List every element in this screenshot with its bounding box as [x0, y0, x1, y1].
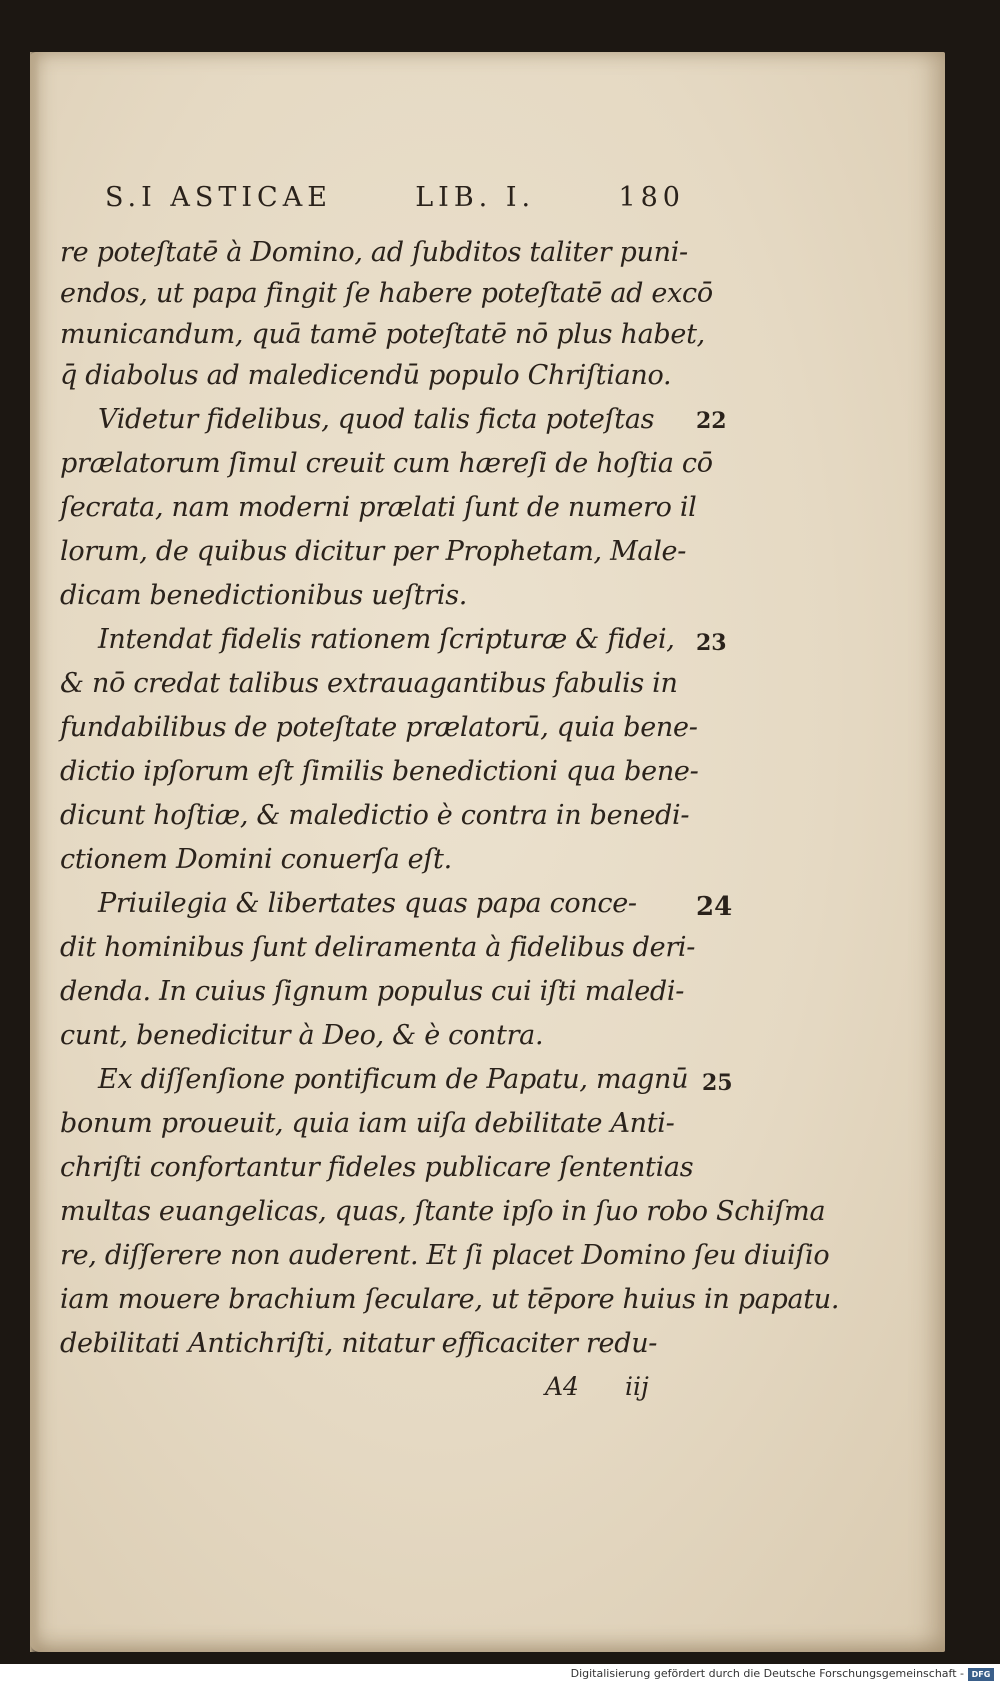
- digitization-credit: Digitalisierung gefördert durch die Deutsche Forschungsgemeinschaft -: [570, 1667, 964, 1680]
- text-line: municandum, quā tamē poteſtatē nō plus habet,: [60, 319, 705, 350]
- text-line: dictio ipſorum eſt ſimilis benedictioni qua bene-: [60, 756, 699, 787]
- margin-number: 22: [696, 408, 727, 434]
- text-line: fundabilibus de poteſtate prælatorū, quia bene-: [60, 712, 698, 743]
- folio-number: 180: [618, 182, 685, 213]
- text-line: iam mouere brachium ſeculare, ut tēpore huius in papatu.: [60, 1284, 840, 1315]
- text-line: ctionem Domini conuerſa eſt.: [60, 844, 452, 875]
- dfg-logo: DFG: [968, 1668, 994, 1681]
- text-line: prælatorum ſimul creuit cum hæreſi de hoſtia cō: [60, 448, 713, 479]
- margin-number: 25: [702, 1070, 733, 1096]
- text-line: Priuilegia & libertates quas papa conce-: [98, 888, 637, 919]
- book-number: LIB. I.: [415, 182, 536, 213]
- signature-mark: A4: [545, 1372, 579, 1401]
- text-line: re poteſtatē à Domino, ad ſubditos taliter puni-: [60, 237, 688, 268]
- text-line: denda. In cuius ſignum populus cui iſti maledi-: [60, 976, 685, 1007]
- text-line: dit hominibus ſunt deliramenta à fidelibus deri-: [60, 932, 696, 963]
- text-line: Ex diſſenſione pontificum de Papatu, magnū: [98, 1064, 689, 1095]
- text-line: debilitati Antichriſti, nitatur efficaciter redu-: [60, 1328, 658, 1359]
- margin-number: 24: [696, 892, 733, 922]
- text-line: dicam benedictionibus ueſtris.: [60, 580, 468, 611]
- text-line: lorum, de quibus dicitur per Prophetam, Male-: [60, 536, 687, 567]
- book-page: [30, 52, 945, 1652]
- text-line: chriſti confortantur fideles publicare ſententias: [60, 1152, 694, 1183]
- page-gutter-shadow: [30, 52, 40, 1652]
- text-line: multas euangelicas, quas, ſtante ipſo in ſuo robo Schiſma: [60, 1196, 826, 1227]
- running-header: [105, 182, 685, 213]
- text-line: dicunt hoſtiæ, & maledictio è contra in benedi-: [60, 800, 690, 831]
- signature-number: iij: [625, 1372, 649, 1401]
- text-line: Videtur fidelibus, quod talis ficta poteſtas: [98, 404, 655, 435]
- text-line: & nō credat talibus extrauagantibus fabulis in: [60, 668, 678, 699]
- text-line: ſecrata, nam moderni prælati ſunt de numero il: [60, 492, 697, 523]
- margin-number: 23: [696, 630, 727, 656]
- text-line: bonum proueuit, quia iam uiſa debilitate Anti-: [60, 1108, 675, 1139]
- text-line: q̄ diabolus ad maledicendū populo Chriſtiano.: [60, 360, 672, 391]
- running-title: S.I ASTICAE: [105, 182, 332, 213]
- footer-bar: [0, 1664, 1000, 1685]
- text-line: re, diſſerere non auderent. Et ſi placet Domino ſeu diuiſio: [60, 1240, 830, 1271]
- text-line: Intendat fidelis rationem ſcripturæ & fidei,: [98, 624, 675, 655]
- text-line: endos, ut papa fingit ſe habere poteſtatē ad excō: [60, 278, 713, 309]
- text-line: cunt, benedicitur à Deo, & è contra.: [60, 1020, 544, 1051]
